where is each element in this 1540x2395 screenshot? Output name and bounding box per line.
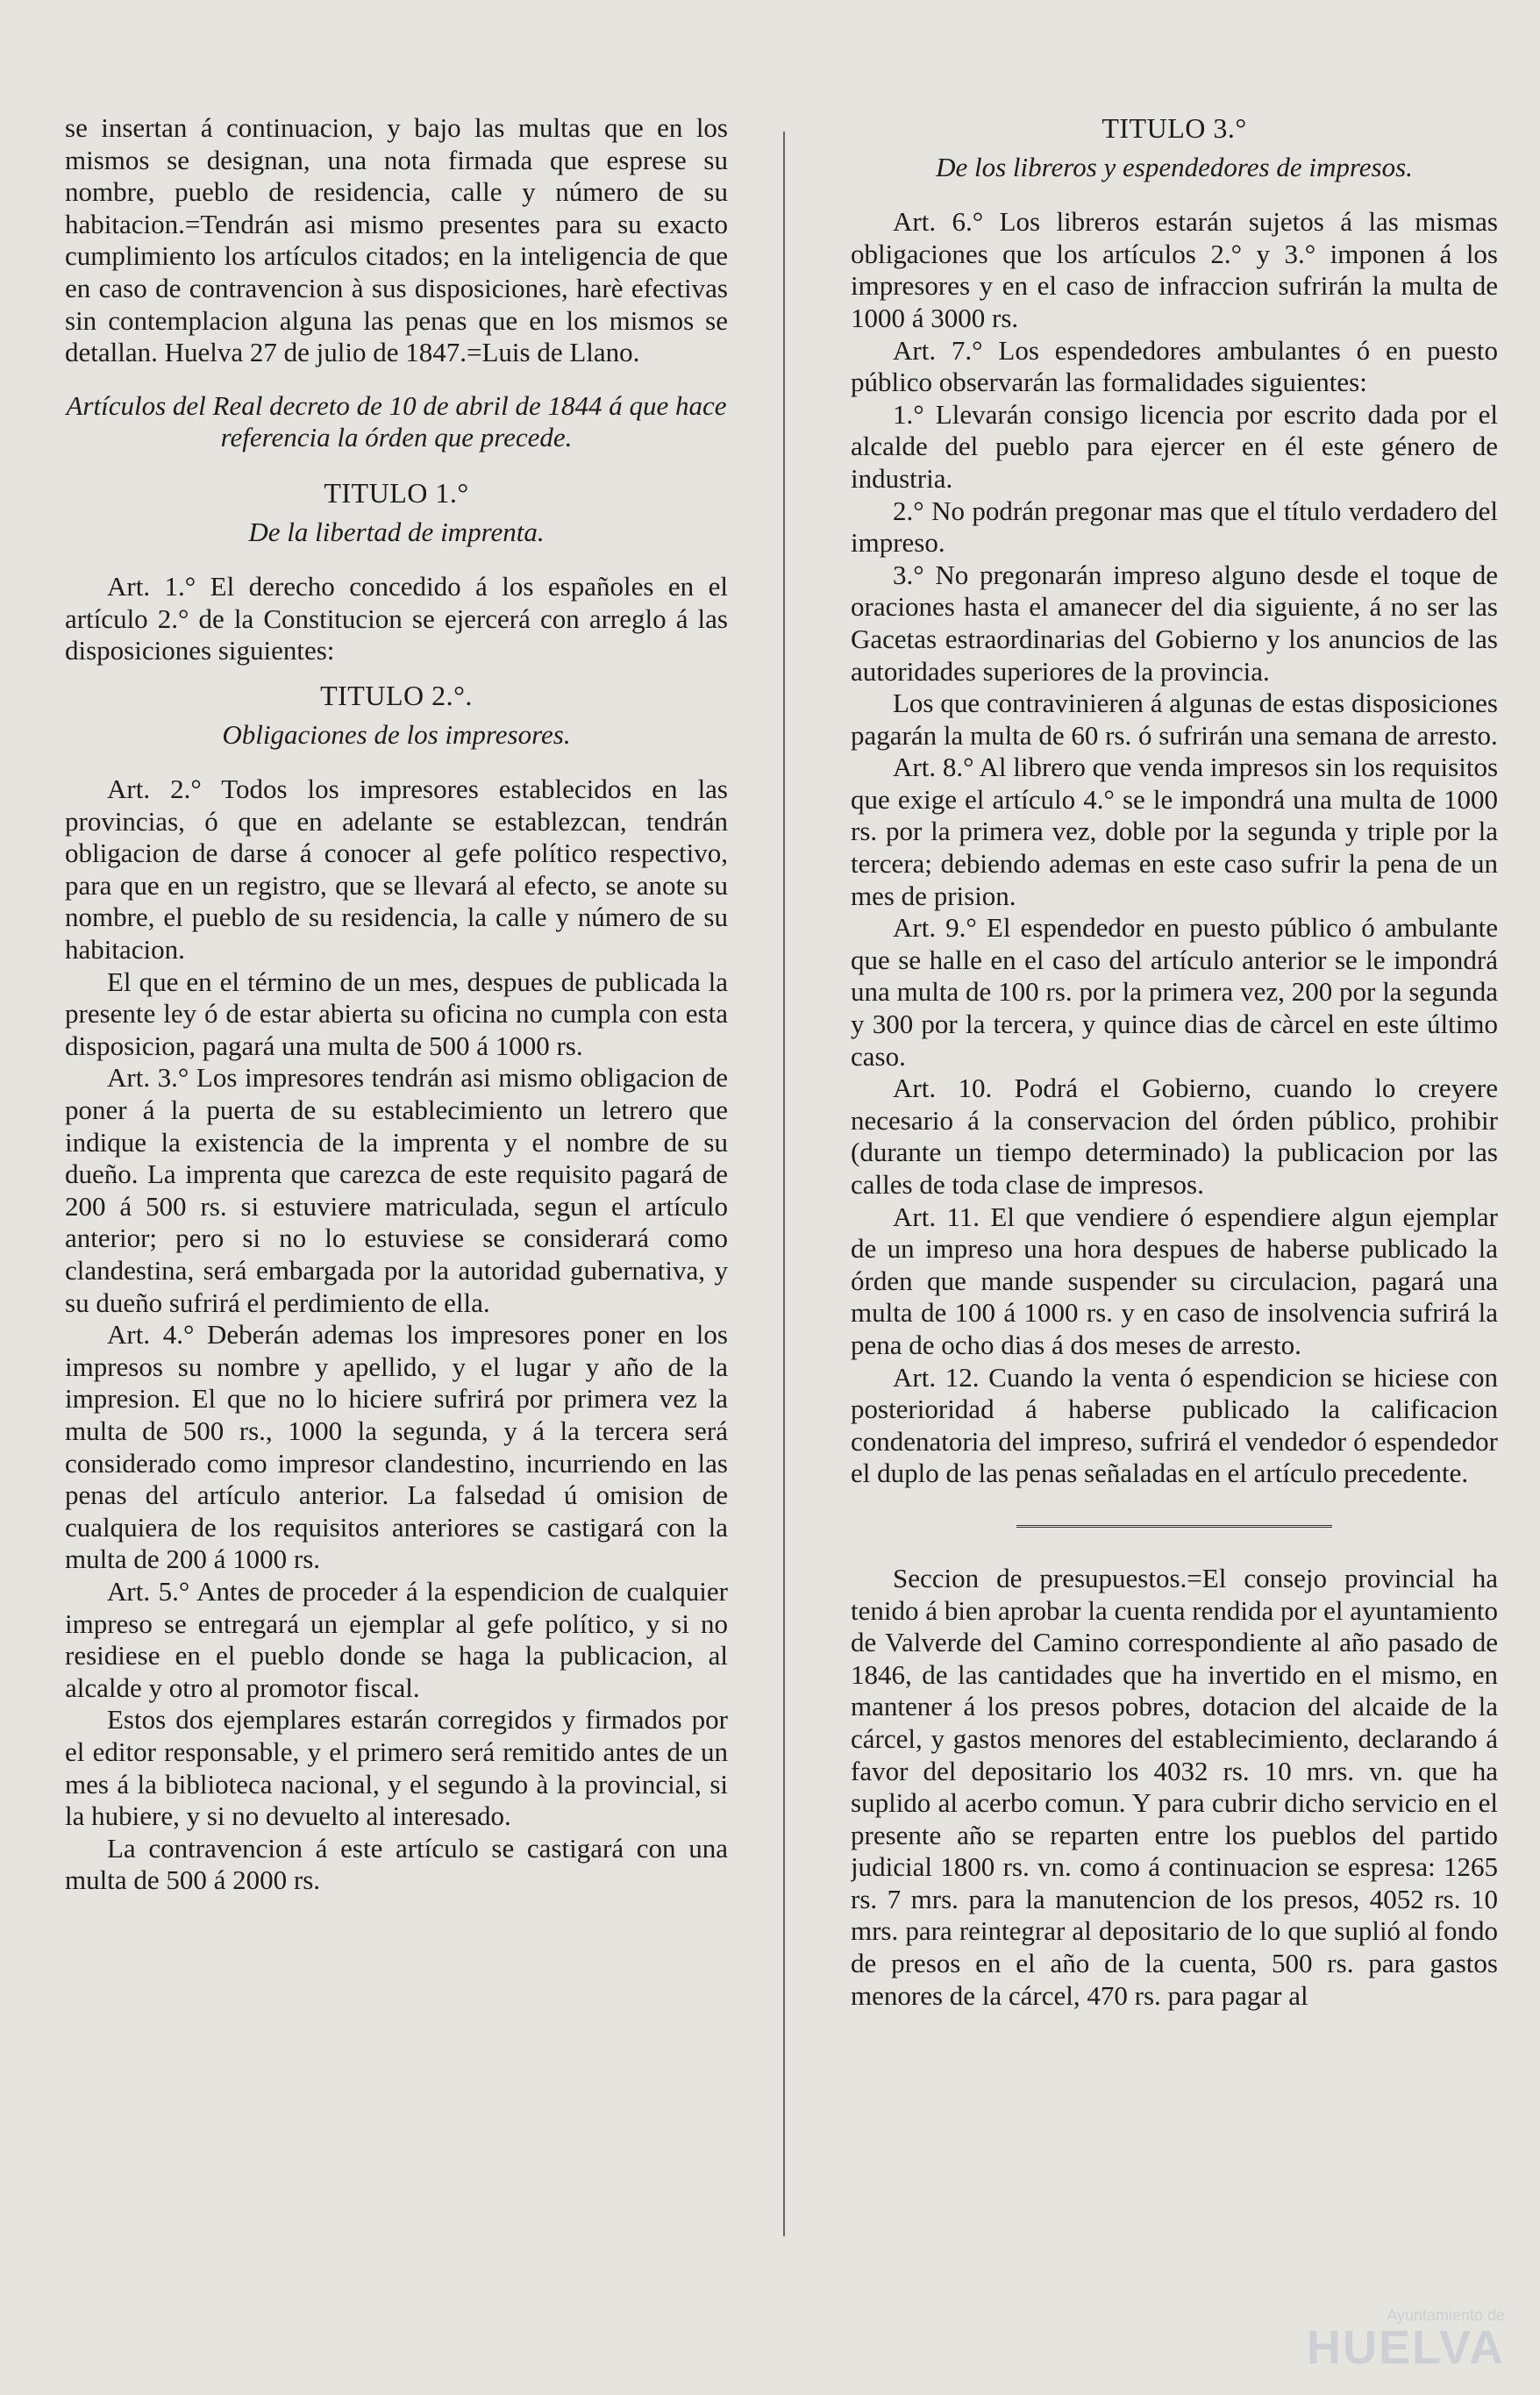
decree-lead: Artículos del Real decreto de 10 de abril de 1844 á que hace referencia la órden que precede. — [66, 389, 727, 453]
article-6: Art. 6.° Los libreros estarán sujetos á las mismas obligaciones que los artículos 2.° y 3.° imponen á los impresores y en el caso de infraccion sufrirán la multa de 1000 á 3000 rs. — [851, 206, 1498, 333]
titulo-1-heading: TITULO 1.° — [324, 476, 469, 509]
article-3: Art. 3.° Los impresores tendrán asi mismo obligacion de poner á la puerta de su establecimiento un letrero que indique la existencia de la imprenta y el nombre de su dueño. La imprenta que carezca de este requisito pagará de 200 á 500 rs. si estuviere matriculada, segun el artículo anterior; pero si no lo estuviese se considerará como clandestina, será embargada por la autoridad gubernativa, y su dueño sufrirá el perdimiento de ella. — [65, 1062, 728, 1318]
logo-line-1: Ayuntamiento de — [1387, 2306, 1505, 2324]
titulo-2-heading: TITULO 2.°. — [320, 679, 473, 711]
article-12: Art. 12. Cuando la venta ó espendicion se hiciese con posterioridad á haberse publicado la calificacion condenatoria del impreso, sufrirá el vendedor ó espendedor el duplo de las penas señaladas en el artículo precedente. — [851, 1361, 1498, 1489]
article-5-penalty: La contravencion á este artículo se castigará con una multa de 500 á 2000 rs. — [65, 1832, 728, 1896]
titulo-1-subtitle: De la libertad de imprenta. — [248, 516, 545, 547]
titulo-3-heading: TITULO 3.° — [1102, 112, 1247, 144]
article-4: Art. 4.° Deberán ademas los impresores poner en los impresos su nombre y apellido, y el lugar y año de la impresion. El que no lo hiciere sufrirá por primera vez la multa de 500 rs., 1000 la segunda, y á la tercera será considerado como impresor clandestino, incurriendo en las penas del artículo anterior. La falsedad ú omision de cualquiera de los requisitos anteriores se castigará con la multa de 200 á 1000 rs. — [65, 1319, 728, 1575]
article-11: Art. 11. El que vendiere ó espendiere algun ejemplar de un impreso una hora despues de haberse publicado la órden que mande suspender su circulacion, pagará una multa de 100 á 1000 rs. y en caso de insolvencia sufrirá la pena de ocho dias á dos meses de arresto. — [851, 1201, 1498, 1360]
archive-watermark-logo — [1307, 2306, 1505, 2374]
section-separator — [1016, 1525, 1332, 1528]
logo-line-2: HUELVA — [1307, 2321, 1505, 2374]
article-1: Art. 1.° El derecho concedido á los españoles en el artículo 2.° de la Constitucion se ejercerá con arreglo á las disposiciones siguientes: — [65, 571, 728, 666]
article-2: Art. 2.° Todos los impresores establecidos en las provincias, ó que en adelante se establezcan, tendrán obligacion de darse á conocer al gefe político respectivo, para que en un registro, que se llevará al efecto, se anote su nombre, el pueblo de su residencia, la calle y número de su habitacion. — [65, 773, 728, 966]
budget-section: Seccion de presupuestos.=El consejo provincial ha tenido á bien aprobar la cuenta rendida por el ayuntamiento de Valverde del Camino correspondiente al año pasado de 1846, de las cantidades que ha invertido en el mismo, en mantener á los presos pobres, dotacion del alcaide de la cárcel, y gastos menores del establecimiento, declarando á favor del depositario los 4032 rs. 10 mrs. vn. que ha suplido al acerbo comun. Y para cubrir dicho servicio en el presente año se reparten entre los pueblos del partido judicial 1800 rs. vn. como á continuacion se espresa: 1265 rs. 7 mrs. para la manutencion de los presos, 4052 rs. 10 mrs. para reintegrar al depositario de lo que suplió al fondo de presos en el año de la cuenta, 500 rs. para gastos menores de la cárcel, 470 rs. para pagar al — [851, 1562, 1498, 2011]
article-7-item-2: 2.° No podrán pregonar mas que el título verdadero del impreso. — [851, 495, 1498, 559]
article-7-penalty: Los que contravinieren á algunas de estas disposiciones pagarán la multa de 60 rs. ó sufrirán una semana de arresto. — [851, 688, 1498, 751]
article-10: Art. 10. Podrá el Gobierno, cuando lo creyere necesario á la conservacion del órden público, prohibir (durante un tiempo determinado) la publicacion por las calles de toda clase de impresos. — [851, 1073, 1498, 1200]
article-7-item-1: 1.° Llevarán consigo licencia por escrito dada por el alcalde del pueblo para ejercer en él este género de industria. — [851, 398, 1498, 494]
titulo-2-subtitle: Obligaciones de los impresores. — [222, 718, 571, 750]
titulo-3-subtitle: De los libreros y espendedores de impresos. — [936, 151, 1413, 182]
article-5: Art. 5.° Antes de proceder á la espendicion de cualquier impreso se entregará un ejemplar al gefe político, y si no residiese en el pueblo donde se haga la publicacion, al alcalde y otro al promotor fiscal. — [65, 1575, 728, 1703]
article-7: Art. 7.° Los espendedores ambulantes ó en puesto público observarán las formalidades siguientes: — [851, 334, 1498, 398]
article-8: Art. 8.° Al librero que venda impresos sin los requisitos que exige el artículo 4.° se le impondrá una multa de 1000 rs. por la primera vez, doble por la segunda y triple por la tercera; debiendo ademas en este caso sufrir la pena de un mes de prision. — [851, 752, 1498, 911]
column-divider — [783, 132, 785, 2236]
article-2-penalty: El que en el término de un mes, despues de publicada la presente ley ó de estar abierta su oficina no cumpla con esta disposicion, pagará una multa de 500 á 1000 rs. — [65, 966, 728, 1061]
article-7-item-3: 3.° No pregonarán impreso alguno desde el toque de oraciones hasta el amanecer del dia siguiente, á no ser las Gacetas estraordinarias del Gobierno y los anuncios de las autoridades superiores de la provincia. — [851, 559, 1498, 687]
article-5-copies: Estos dos ejemplares estarán corregidos y firmados por el editor responsable, y el primero será remitido antes de un mes á la biblioteca nacional, y el segundo à la provincial, si la hubiere, y si no devuelto al interesado. — [65, 1704, 728, 1832]
left-column — [65, 112, 728, 2342]
right-column — [851, 112, 1498, 2342]
intro-paragraph: se insertan á continuacion, y bajo las multas que en los mismos se designan, una nota firmada que esprese su nombre, pueblo de residencia, calle y número de su habitacion.=Tendrán asi mismo presentes para su exacto cumplimiento los artículos citados; en la inteligencia de que en caso de contravencion à sus disposiciones, harè efectivas sin contemplacion alguna las penas que en los mismos se detallan. Huelva 27 de julio de 1847.=Luis de Llano. — [65, 112, 728, 368]
article-9: Art. 9.° El espendedor en puesto público ó ambulante que se halle en el caso del artículo anterior se le impondrá una multa de 100 rs. por la primera vez, 200 por la segunda y 300 por la tercera, y quince dias de càrcel en este último caso. — [851, 912, 1498, 1072]
